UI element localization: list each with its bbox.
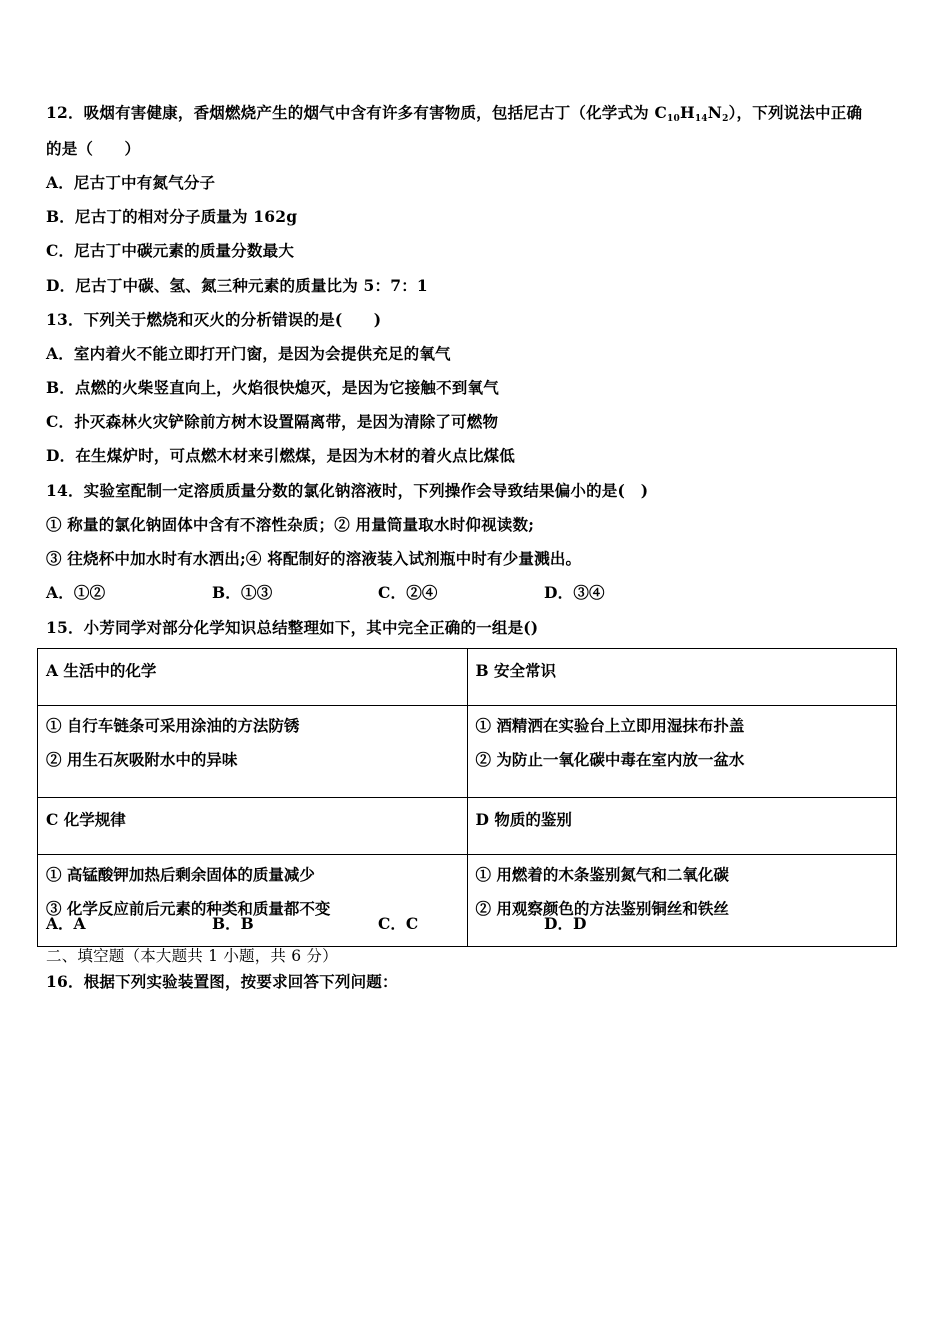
- table-b-item-1: ① 酒精洒在实验台上立即用湿抹布扑盖: [475, 716, 745, 735]
- q13-stem: 13．下列关于燃烧和灭火的分析错误的是( ): [46, 310, 382, 329]
- q13-option-d: D．在生煤炉时，可点燃木材来引燃煤，是因为木材的着火点比煤低: [46, 446, 515, 465]
- q15-option-a: A．A: [46, 914, 86, 933]
- q12-option-b: B．尼古丁的相对分子质量为 162g: [46, 207, 298, 226]
- table-d-item-2: ② 用观察颜色的方法鉴别铜丝和铁丝: [475, 899, 729, 918]
- table-b-item-2: ② 为防止一氧化碳中毒在室内放一盆水: [475, 750, 745, 769]
- q13-option-b: B．点燃的火柴竖直向上，火焰很快熄灭，是因为它接触不到氧气: [46, 378, 499, 397]
- q13-option-a: A．室内着火不能立即打开门窗，是因为会提供充足的氧气: [46, 344, 451, 363]
- table-head-d: D 物质的鉴别: [467, 798, 897, 855]
- q15-options: [46, 912, 710, 934]
- q12-option-d: D．尼古丁中碳、氢、氮三种元素的质量比为 5：7：1: [46, 276, 428, 295]
- q12-stem-line1: 12．吸烟有害健康，香烟燃烧产生的烟气中含有许多有害物质，包括尼古丁（化学式为 $C_{10}H_{14}N_2$），下列说法中正确: [46, 103, 863, 124]
- q15-stem: 15．小芳同学对部分化学知识总结整理如下，其中完全正确的一组是(): [46, 618, 539, 637]
- q15-option-b: B．B: [212, 914, 254, 933]
- q13-option-c: C．扑灭森林火灾铲除前方树木设置隔离带，是因为清除了可燃物: [46, 412, 499, 431]
- q16-stem: 16．根据下列实验装置图，按要求回答下列问题：: [46, 972, 398, 991]
- q15-option-c: C．C: [378, 914, 419, 933]
- table-c-item-2: ③ 化学反应前后元素的种类和质量都不变: [46, 899, 331, 918]
- q14-statement-3-4: ③ 往烧杯中加水时有水洒出;④ 将配制好的溶液装入试剂瓶中时有少量溅出。: [46, 549, 582, 568]
- q12-stem-line2: 的是（ ）: [46, 139, 141, 158]
- q15-option-d: D．D: [544, 914, 587, 933]
- q14-stem: 14．实验室配制一定溶质质量分数的氯化钠溶液时，下列操作会导致结果偏小的是( ): [46, 481, 649, 500]
- q12-option-a: A．尼古丁中有氮气分子: [46, 173, 216, 192]
- q14-option-b: B．①③: [212, 583, 273, 602]
- table-head-a: A 生活中的化学: [38, 649, 468, 706]
- table-d-item-1: ① 用燃着的木条鉴别氮气和二氧化碳: [475, 865, 729, 884]
- q14-statement-1-2: ① 称量的氯化钠固体中含有不溶性杂质；② 用量筒量取水时仰视读数;: [46, 515, 535, 534]
- section2-heading: 二、填空题（本大题共 1 小题，共 6 分）: [46, 947, 338, 965]
- q14-option-c: C．②④: [378, 583, 438, 602]
- table-cell-a: [38, 706, 468, 798]
- table-head-c: C 化学规律: [38, 798, 468, 855]
- q14-option-d: D．③④: [544, 583, 605, 602]
- q14-option-a: A．①②: [46, 583, 106, 602]
- q15-knowledge-table: [37, 648, 897, 947]
- table-a-item-2: ② 用生石灰吸附水中的异味: [46, 750, 238, 769]
- q12-option-c: C．尼古丁中碳元素的质量分数最大: [46, 241, 295, 260]
- table-c-item-1: ① 高锰酸钾加热后剩余固体的质量减少: [46, 865, 315, 884]
- table-a-item-1: ① 自行车链条可采用涂油的方法防锈: [46, 716, 300, 735]
- table-head-b: B 安全常识: [467, 649, 897, 706]
- q14-options: [46, 583, 710, 603]
- table-cell-b: [467, 706, 897, 798]
